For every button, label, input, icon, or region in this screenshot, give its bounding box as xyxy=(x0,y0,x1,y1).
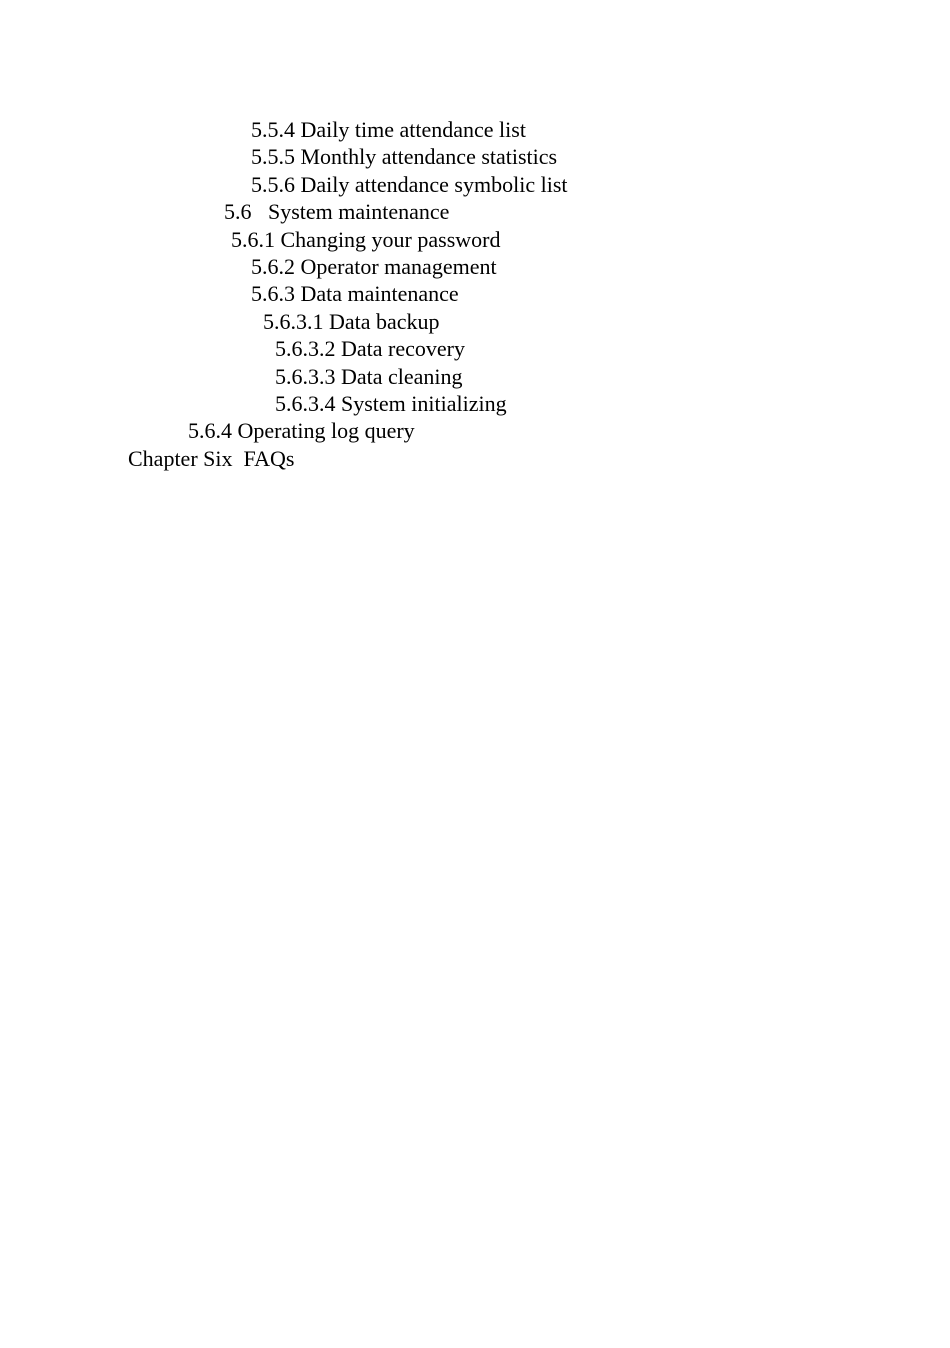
toc-entry-5-5-6[interactable]: 5.5.6 Daily attendance symbolic list xyxy=(251,171,568,197)
toc-entry-5-5-4[interactable]: 5.5.4 Daily time attendance list xyxy=(251,117,526,142)
toc-entry-5-5-5[interactable]: 5.5.5 Monthly attendance statistics xyxy=(251,144,558,170)
table-of-contents xyxy=(0,116,950,472)
toc-entry-5-6-3-2[interactable]: 5.6.3.2 Data recovery xyxy=(275,336,465,362)
toc-entry-5-6-1[interactable]: 5.6.1 Changing your password xyxy=(231,226,501,252)
toc-entry-5-6-2[interactable]: 5.6.2 Operator management xyxy=(251,253,497,279)
toc-entry-5-6-3-4[interactable]: 5.6.3.4 System initializing xyxy=(275,390,507,416)
toc-entry-5-6-3-3[interactable]: 5.6.3.3 Data cleaning xyxy=(275,363,463,389)
toc-entry-chapter-six[interactable]: Chapter Six FAQs xyxy=(128,445,295,471)
toc-entry-5-6-3[interactable]: 5.6.3 Data maintenance xyxy=(251,281,459,307)
toc-entry-5-6-4[interactable]: 5.6.4 Operating log query xyxy=(188,418,415,444)
toc-entry-5-6[interactable]: 5.6 System maintenance xyxy=(224,199,450,225)
toc-entry-5-6-3-1[interactable]: 5.6.3.1 Data backup xyxy=(263,308,440,334)
